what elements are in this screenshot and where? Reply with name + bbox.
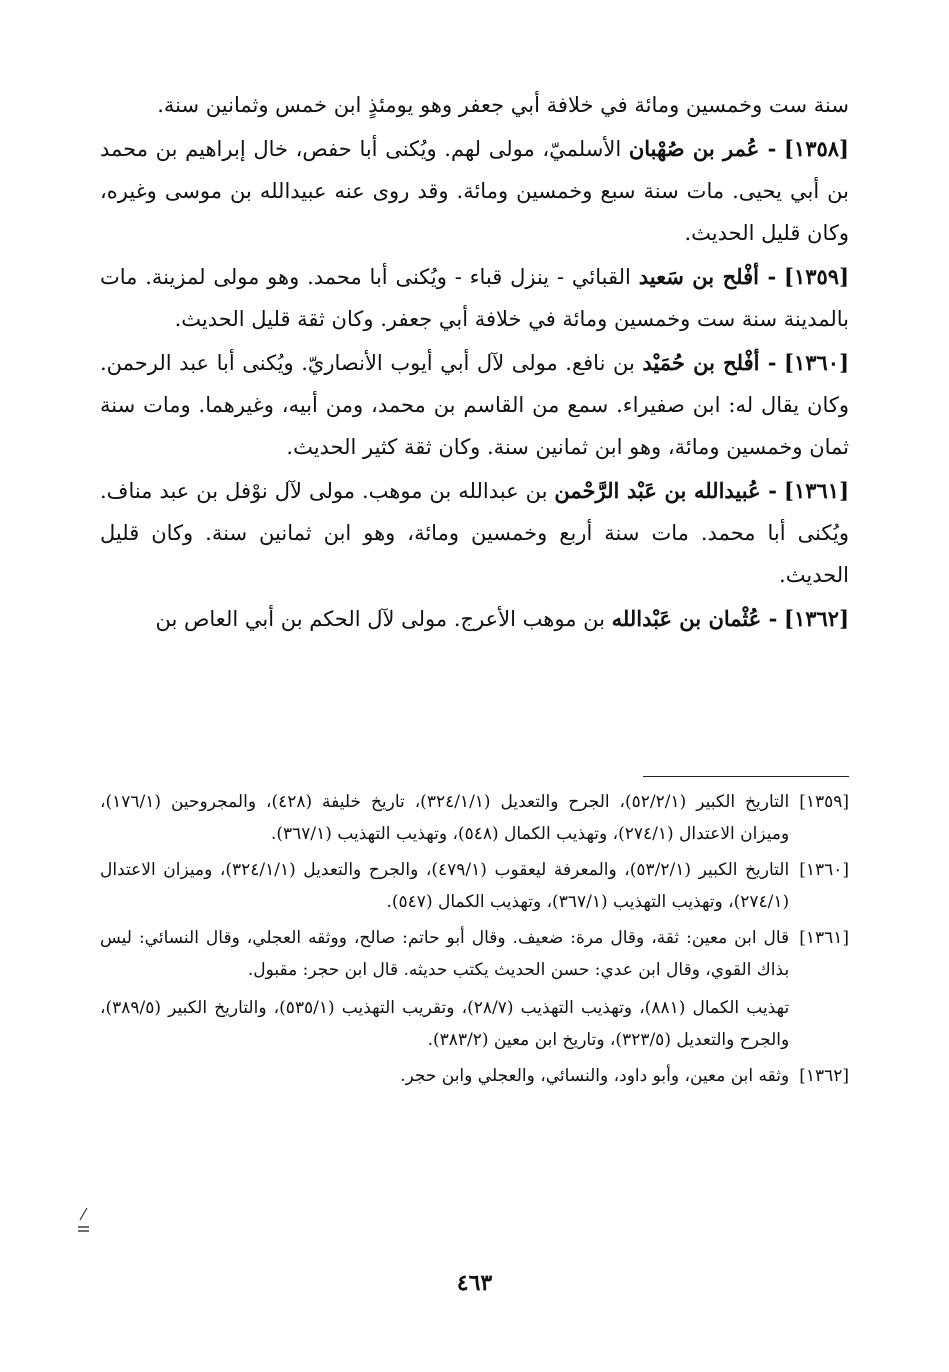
footnote-1362: [100, 1060, 849, 1092]
footnote-text: التاريخ الكبير (٥٣/٢/١)، والمعرفة ليعقوب (٤٧٩/١)، والجرح والتعديل (٣٢٤/١/١)، وميزان الاعتدال (٢٧٤/١)، وتهذيب التهذيب (٣٦٧/١)، وتهذيب الكمال (٥٤٧).: [100, 860, 790, 912]
intro-paragraph: سنة ست وخمسين ومائة في خلافة أبي جعفر وهو يومئذٍ ابن خمس وثمانين سنة.: [157, 93, 849, 117]
entry-number: [١٣٥٩]: [784, 264, 849, 289]
entry-name: - أفْلح بن سَعيد: [638, 264, 777, 289]
entry-text: بن عبدالله بن موهب. مولى لآل نوْفل بن عبد مناف. ويُكنى أبا محمد. مات سنة أربع وخمسين ومائة، وهو ابن ثمانين سنة. وكان قليل الحديث.: [100, 479, 849, 587]
footnote-number: [١٣٥٩]: [799, 792, 849, 812]
footnote-number: [١٣٦١]: [799, 928, 849, 948]
entry-name: - عُبيدالله بن عَبْد الرَّحْمن: [554, 478, 777, 503]
footnote-number: [١٣٦٢]: [799, 1066, 849, 1086]
entry-name: - عُمر بن صُهْبان: [628, 136, 777, 161]
entry-text: بن موهب الأعرج. مولى لآل الحكم بن أبي العاص بن: [155, 607, 605, 631]
entry-text: القبائي - ينزل قباء - ويُكنى أبا محمد. وهو مولى لمزينة. مات بالمدينة سنة ست وخمسين ومائة في خلافة أبي جعفر. وكان ثقة قليل الحديث.: [100, 265, 849, 331]
footnote-number: [١٣٦٠]: [799, 860, 849, 880]
footnote-separator: [643, 776, 849, 777]
entry-number: [١٣٥٨]: [783, 136, 849, 161]
entry-1362: [100, 598, 849, 640]
footnote-text: التاريخ الكبير (٥٢/٢/١)، الجرح والتعديل (٣٢٤/١/١)، تاريخ خليفة (٤٢٨)، والمجروحين (١٧٦/١)، وميزان الاعتدال (٢٧٤/١)، وتهذيب الكمال (٥٤٨)، وتهذيب التهذيب (٣٦٧/١).: [100, 792, 790, 844]
entry-number: [١٣٦١]: [784, 478, 849, 503]
footnote-text: قال ابن معين: ثقة، وقال مرة: ضعيف. وقال أبو حاتم: صالح، ووثقه العجلي، وقال النسائي: ليس بذاك القوي، وقال ابن عدي: حسن الحديث يكتب حديثه. قال ابن حجر: مقبول.: [100, 928, 790, 980]
entry-1359: [100, 256, 849, 340]
main-text: [100, 84, 849, 640]
page-number: ٤٦٣: [456, 1270, 493, 1296]
entry-text: الأسلميّ، مولى لهم. ويُكنى أبا حفص، خال إبراهيم بن محمد بن أبي يحيى. مات سنة سبع وخمسين ومائة. وقد روى عنه عبيدالله بن موسى وغيره، وكان قليل الحديث.: [100, 137, 849, 245]
entry-1361: [100, 470, 849, 596]
footnote-1361: [100, 922, 849, 1056]
entry-text: بن نافع. مولى لآل أبي أيوب الأنصاريّ. ويُكنى أبا عبد الرحمن. وكان يقال له: ابن صفيراء. سمع من القاسم بن محمد، ومن أبيه، وغيرهما. ومات سنة ثمان وخمسين ومائة، وهو ابن ثمانين سنة. وكان ثقة كثير الحديث.: [100, 351, 849, 459]
footnotes: [100, 786, 849, 1096]
entry-1360: [100, 342, 849, 468]
footnote-text: وثقه ابن معين، وأبو داود، والنسائي، والعجلي وابن حجر.: [400, 1066, 790, 1086]
footnote-text: تهذيب الكمال (٨٨١)، وتهذيب التهذيب (٢٨/٧)، وتقريب التهذيب (٥٣٥/١)، والتاريخ الكبير (٣٨٩/٥)، والجرح والتعديل (٣٢٣/٥)، وتاريخ ابن معين (٣٨٣/٢).: [100, 998, 790, 1050]
entry-number: [١٣٦٢]: [784, 606, 849, 631]
entry-name: - عُثْمان بن عَبْدالله: [611, 606, 778, 631]
entry-name: - أفْلح بن حُمَيْد: [642, 350, 777, 375]
entry-1358: [100, 128, 849, 254]
margin-mark-icon: [76, 1206, 92, 1236]
footnote-1360: [100, 854, 849, 918]
entry-number: [١٣٦٠]: [784, 350, 849, 375]
footnote-1359: [100, 786, 849, 850]
